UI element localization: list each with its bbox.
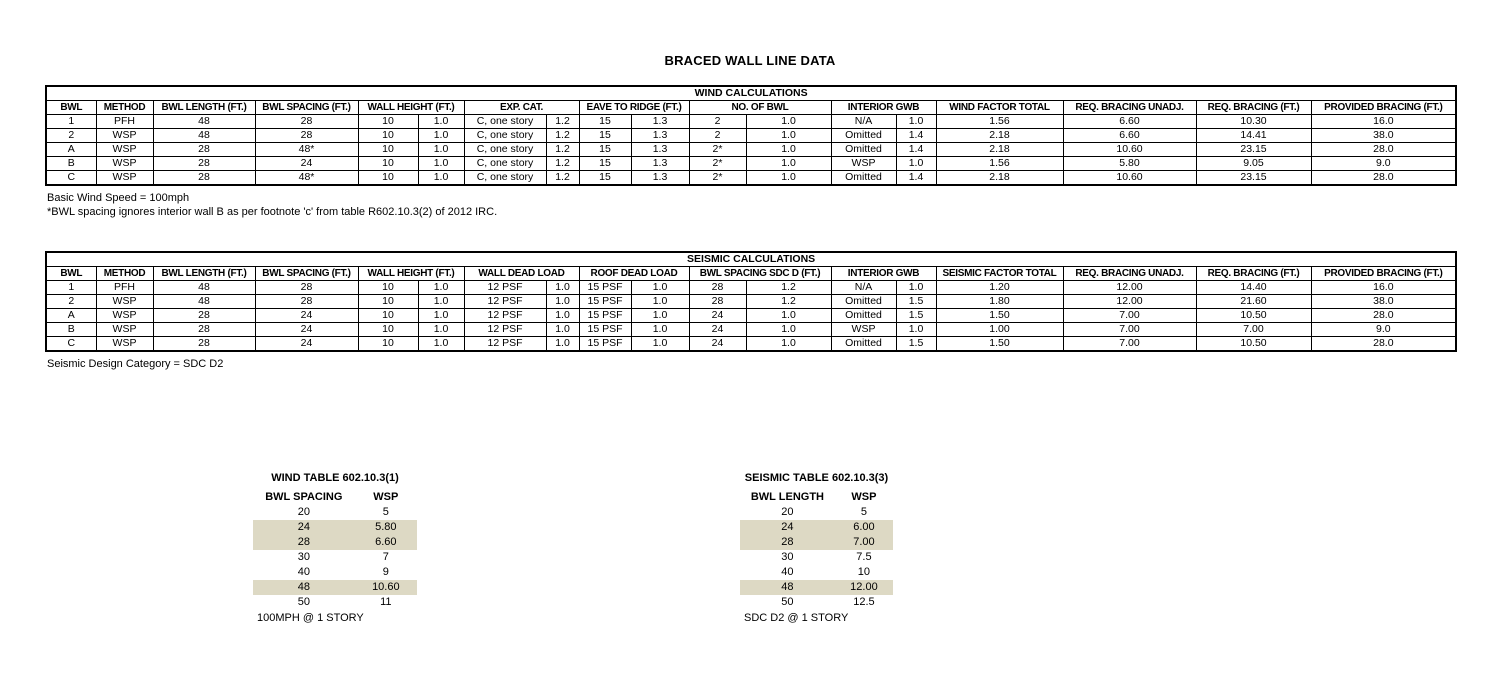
wind-ref-data-row (253, 580, 417, 595)
wind-ref-data-row (253, 535, 417, 550)
wind-ref-cell: 30 (297, 551, 310, 563)
seismic-calc-cell: 1.5 (896, 295, 936, 309)
wind-calc-cell: 48 (153, 129, 255, 143)
seismic-ref-data-row (740, 535, 893, 550)
seismic-calc-cell: 1.0 (896, 281, 936, 295)
wind-calc-cell: 48* (255, 171, 358, 186)
seismic-calc-data-row (46, 323, 1456, 337)
wind-calc-cell: 10.30 (1196, 115, 1311, 129)
seismic-ref-body (740, 505, 893, 610)
wind-ref-cell: 24 (297, 521, 310, 533)
seismic-calc-cell: WSP (96, 337, 153, 352)
seismic-calc-cell: 48 (153, 281, 255, 295)
seismic-calc-cell: 28 (255, 295, 358, 309)
seismic-ref-cell: 50 (781, 596, 794, 608)
seismic-calc-cell: 10.50 (1196, 309, 1311, 323)
wind-calc-cell: Omitted (831, 143, 896, 157)
wind-calc-cell: 2 (46, 129, 96, 143)
seismic-calc-column-header: ROOF DEAD LOAD (579, 267, 689, 281)
seismic-calc-cell: 1.0 (746, 309, 831, 323)
seismic-calc-cell: 15 PSF (579, 323, 631, 337)
seismic-calc-column-header: REQ. BRACING (FT.) (1196, 267, 1311, 281)
seismic-calc-column-header: INTERIOR GWB (831, 267, 936, 281)
seismic-ref-header-wsp: WSP (851, 491, 877, 503)
seismic-calc-cell: B (46, 323, 96, 337)
wind-calc-cell: 1.4 (896, 129, 936, 143)
wind-calc-data-row (46, 171, 1456, 186)
wind-calc-cell: 28 (255, 115, 358, 129)
wind-calc-cell: 10 (358, 143, 418, 157)
wind-calc-cell: 1.2 (546, 143, 579, 157)
wind-calc-cell: 2* (689, 143, 746, 157)
seismic-calc-cell: 12 PSF (464, 295, 546, 309)
wind-calc-column-header: PROVIDED BRACING (FT.) (1311, 101, 1456, 115)
wind-calc-column-header: WIND FACTOR TOTAL (936, 101, 1063, 115)
wind-calc-cell: 6.60 (1063, 115, 1196, 129)
wind-calc-column-header: REQ. BRACING (FT.) (1196, 101, 1311, 115)
wind-calc-column-header: BWL (46, 101, 96, 115)
seismic-calc-cell: 38.0 (1311, 295, 1456, 309)
seismic-calc-column-header: BWL SPACING SDC D (FT.) (689, 267, 831, 281)
wind-calc-cell: 28 (153, 157, 255, 171)
wind-calc-cell: 9.0 (1311, 157, 1456, 171)
wind-calc-cell: 48* (255, 143, 358, 157)
seismic-calc-cell: A (46, 309, 96, 323)
wind-calc-cell: 1.56 (936, 115, 1063, 129)
seismic-calc-cell: 1.0 (631, 295, 689, 309)
seismic-calc-data-row (46, 295, 1456, 309)
wind-calc-cell: 15 (579, 143, 631, 157)
seismic-calc-cell: 10.50 (1196, 337, 1311, 352)
wind-calc-cell: 1.0 (418, 171, 464, 186)
wind-calc-cell: 1.0 (896, 157, 936, 171)
seismic-calc-cell: 1.0 (896, 323, 936, 337)
seismic-calc-cell: 28.0 (1311, 309, 1456, 323)
wind-ref-data-row (253, 565, 417, 580)
seismic-calc-column-header: REQ. BRACING UNADJ. (1063, 267, 1196, 281)
wind-calc-cell: 2.18 (936, 143, 1063, 157)
wind-calc-cell: 10.60 (1063, 143, 1196, 157)
seismic-ref-cell: 10 (857, 566, 871, 578)
seismic-calc-cell: 1.0 (631, 323, 689, 337)
wind-calc-cell: 1.0 (896, 115, 936, 129)
wind-calc-cell: 1.2 (546, 171, 579, 186)
seismic-calc-cell: 12 PSF (464, 309, 546, 323)
seismic-ref-cell: 7.5 (856, 551, 872, 563)
seismic-calc-cell: 1.0 (631, 337, 689, 352)
wind-calc-cell: 48 (153, 115, 255, 129)
seismic-calc-cell: Omitted (831, 309, 896, 323)
wind-calc-cell: 1.56 (936, 157, 1063, 171)
wind-calc-cell: 1.0 (746, 171, 831, 186)
seismic-calc-cell: 14.40 (1196, 281, 1311, 295)
seismic-ref-title: SEISMIC TABLE 602.10.3(3) (744, 472, 889, 484)
seismic-calc-cell: 2 (46, 295, 96, 309)
seismic-calc-cell: 1 (46, 281, 96, 295)
seismic-calc-cell: 1.5 (896, 309, 936, 323)
wind-ref-cell: 40 (297, 566, 310, 578)
wind-calc-column-header: EAVE TO RIDGE (FT.) (579, 101, 689, 115)
seismic-calc-cell: 24 (255, 309, 358, 323)
wind-calc-column-header: BWL SPACING (FT.) (255, 101, 358, 115)
seismic-calc-cell: 24 (689, 337, 746, 352)
seismic-calc-cell: 1.0 (418, 309, 464, 323)
seismic-calc-column-header: WALL DEAD LOAD (464, 267, 579, 281)
seismic-calc-cell: 1.50 (936, 337, 1063, 352)
seismic-calc-cell: 1.5 (896, 337, 936, 352)
wind-calc-cell: 23.15 (1196, 171, 1311, 186)
wind-calc-cell: 10 (358, 171, 418, 186)
seismic-calc-column-header: PROVIDED BRACING (FT.) (1311, 267, 1456, 281)
wind-calc-cell: 9.05 (1196, 157, 1311, 171)
wind-calc-cell: WSP (96, 171, 153, 186)
seismic-calc-cell: 15 PSF (579, 281, 631, 295)
wind-calc-cell: 1.3 (631, 129, 689, 143)
seismic-calc-table-title: SEISMIC CALCULATIONS (46, 252, 1456, 267)
seismic-calc-cell: 12 PSF (464, 281, 546, 295)
seismic-calc-cell: 24 (689, 309, 746, 323)
wind-calc-column-header: REQ. BRACING UNADJ. (1063, 101, 1196, 115)
wind-calc-cell: C (46, 171, 96, 186)
wind-calc-cell: B (46, 157, 96, 171)
wind-calc-cell: 10 (358, 115, 418, 129)
wind-ref-footer: 100MPH @ 1 STORY (257, 612, 364, 624)
wind-calc-cell: 1.0 (418, 143, 464, 157)
wind-calc-cell: WSP (96, 129, 153, 143)
seismic-calc-cell: 16.0 (1311, 281, 1456, 295)
seismic-ref-data-row (740, 595, 893, 610)
seismic-calc-column-header: WALL HEIGHT (FT.) (358, 267, 464, 281)
wind-calc-cell: 15 (579, 115, 631, 129)
seismic-calc-cell: 12.00 (1063, 295, 1196, 309)
wind-calc-cell: 2* (689, 157, 746, 171)
seismic-calc-cell: 1.00 (936, 323, 1063, 337)
wind-calc-cell: 1.0 (746, 143, 831, 157)
wind-calculations-table (45, 85, 1457, 186)
wind-calc-cell: 5.80 (1063, 157, 1196, 171)
seismic-calc-cell: 1.0 (746, 337, 831, 352)
seismic-calc-cell: 12 PSF (464, 337, 546, 352)
seismic-calc-cell: Omitted (831, 337, 896, 352)
wind-calc-cell: WSP (96, 157, 153, 171)
seismic-calc-cell: 28 (255, 281, 358, 295)
wind-ref-cell: 11 (380, 596, 392, 608)
wind-note-basic-speed: Basic Wind Speed = 100mph (47, 192, 190, 204)
seismic-ref-cell: 12.00 (850, 581, 878, 593)
wind-calc-cell: 10 (358, 157, 418, 171)
wind-calc-table-title: WIND CALCULATIONS (46, 86, 1456, 101)
wind-ref-data-row (253, 550, 417, 565)
seismic-calc-cell: 10 (358, 337, 418, 352)
seismic-calc-cell: WSP (831, 323, 896, 337)
seismic-calc-cell: 10 (358, 309, 418, 323)
seismic-calc-column-header: BWL SPACING (FT.) (255, 267, 358, 281)
seismic-calc-cell: 1.0 (546, 309, 579, 323)
wind-calc-cell: WSP (96, 143, 153, 157)
wind-calc-cell: 2 (689, 115, 746, 129)
seismic-calc-cell: 24 (255, 323, 358, 337)
seismic-calc-cell: 1.0 (546, 281, 579, 295)
seismic-calc-cell: 1.80 (936, 295, 1063, 309)
seismic-ref-cell: 5 (860, 506, 867, 518)
seismic-ref-cell: 48 (781, 581, 794, 593)
wind-note-footnote: *BWL spacing ignores interior wall B as per footnote 'c' from table R602.10.3(2) of 2012 IRC. (47, 206, 498, 218)
seismic-calc-cell: 28 (153, 337, 255, 352)
seismic-calc-cell: 28 (153, 323, 255, 337)
wind-ref-header-wsp: WSP (373, 491, 399, 503)
seismic-calc-cell: 1.0 (746, 323, 831, 337)
seismic-calc-cell: 1.50 (936, 309, 1063, 323)
seismic-ref-data-row (740, 580, 893, 595)
seismic-calc-cell: 7.00 (1063, 323, 1196, 337)
wind-ref-cell: 28 (297, 536, 310, 548)
wind-calc-data-row (46, 157, 1456, 171)
seismic-ref-cell: 24 (781, 521, 794, 533)
seismic-ref-data-row (740, 505, 893, 520)
wind-ref-cell: 5.80 (375, 521, 397, 533)
seismic-calc-cell: 28.0 (1311, 337, 1456, 352)
wind-calc-cell: 38.0 (1311, 129, 1456, 143)
wind-calc-column-header: NO. OF BWL (689, 101, 831, 115)
wind-calc-cell: A (46, 143, 96, 157)
wind-ref-cell: 20 (297, 506, 310, 518)
wind-calc-cell: 1 (46, 115, 96, 129)
wind-reference-table (253, 471, 417, 626)
seismic-calc-cell: 15 PSF (579, 337, 631, 352)
seismic-calc-cell: 28 (153, 309, 255, 323)
wind-calc-data-row (46, 129, 1456, 143)
seismic-calc-cell: 7.00 (1063, 309, 1196, 323)
wind-calc-cell: 15 (579, 171, 631, 186)
wind-ref-body (253, 505, 417, 610)
seismic-calc-cell: N/A (831, 281, 896, 295)
wind-calc-column-header: EXP. CAT. (464, 101, 579, 115)
wind-calc-cell: C, one story (464, 143, 546, 157)
wind-calc-cell: 2.18 (936, 171, 1063, 186)
wind-ref-cell: 7 (382, 551, 389, 563)
wind-calc-cell: 2* (689, 171, 746, 186)
seismic-calc-cell: WSP (96, 309, 153, 323)
wind-ref-cell: 6.60 (375, 536, 397, 548)
wind-calc-cell: 1.2 (546, 115, 579, 129)
seismic-calc-cell: 12 PSF (464, 323, 546, 337)
wind-ref-title: WIND TABLE 602.10.3(1) (271, 472, 399, 484)
seismic-calc-cell: 1.0 (418, 295, 464, 309)
seismic-ref-cell: 28 (781, 536, 794, 548)
wind-calc-cell: 28 (153, 143, 255, 157)
wind-calc-cell: 1.0 (746, 115, 831, 129)
wind-calc-cell: 1.2 (546, 129, 579, 143)
seismic-calc-data-row (46, 309, 1456, 323)
wind-calc-column-header: INTERIOR GWB (831, 101, 936, 115)
wind-calc-cell: 10 (358, 129, 418, 143)
wind-calc-cell: 1.3 (631, 115, 689, 129)
wind-calc-cell: 24 (255, 157, 358, 171)
wind-calc-cell: 1.0 (418, 157, 464, 171)
wind-ref-cell: 48 (297, 581, 310, 593)
wind-calc-cell: 28.0 (1311, 171, 1456, 186)
wind-calc-column-header: WALL HEIGHT (FT.) (358, 101, 464, 115)
wind-ref-header-row (253, 490, 417, 505)
seismic-calc-cell: 1.2 (746, 281, 831, 295)
seismic-ref-data-row (740, 550, 893, 565)
seismic-ref-header-bwl-length: BWL LENGTH (750, 491, 824, 503)
wind-calc-cell: 14.41 (1196, 129, 1311, 143)
seismic-ref-cell: 20 (781, 506, 794, 518)
seismic-ref-data-row (740, 520, 893, 535)
wind-calc-cell: 28 (153, 171, 255, 186)
wind-calc-column-header: BWL LENGTH (FT.) (153, 101, 255, 115)
wind-ref-data-row (253, 505, 417, 520)
wind-calc-cell: 2 (689, 129, 746, 143)
seismic-calc-cell: 1.0 (418, 281, 464, 295)
wind-calc-data-row (46, 115, 1456, 129)
seismic-calc-cell: 7.00 (1196, 323, 1311, 337)
wind-calc-column-header: METHOD (96, 101, 153, 115)
seismic-calc-column-header: BWL (46, 267, 96, 281)
seismic-calc-cell: 9.0 (1311, 323, 1456, 337)
wind-calc-cell: WSP (831, 157, 896, 171)
seismic-calc-cell: 1.0 (546, 337, 579, 352)
seismic-calc-cell: 21.60 (1196, 295, 1311, 309)
wind-calc-cell: PFH (96, 115, 153, 129)
seismic-calc-cell: 1.2 (746, 295, 831, 309)
wind-ref-data-row (253, 520, 417, 535)
wind-calc-cell: C, one story (464, 115, 546, 129)
seismic-calc-cell: 1.0 (546, 323, 579, 337)
page-title: BRACED WALL LINE DATA (664, 53, 836, 68)
wind-calc-cell: 28.0 (1311, 143, 1456, 157)
seismic-calc-cell: 28 (689, 281, 746, 295)
wind-ref-cell: 50 (297, 596, 310, 608)
wind-calc-cell: 1.3 (631, 171, 689, 186)
wind-ref-cell: 10.60 (372, 581, 400, 593)
seismic-calc-column-header: BWL LENGTH (FT.) (153, 267, 255, 281)
seismic-calc-cell: 7.00 (1063, 337, 1196, 352)
seismic-calc-cell: 24 (689, 323, 746, 337)
seismic-calc-data-row (46, 281, 1456, 295)
seismic-calc-cell: 1.0 (546, 295, 579, 309)
wind-calc-cell: 15 (579, 129, 631, 143)
seismic-calc-column-header: SEISMIC FACTOR TOTAL (936, 267, 1063, 281)
seismic-calc-cell: 1.0 (631, 281, 689, 295)
seismic-calc-column-header: METHOD (96, 267, 153, 281)
seismic-ref-cell: 6.00 (853, 521, 875, 533)
seismic-calc-cell: 12.00 (1063, 281, 1196, 295)
seismic-calc-cell: WSP (96, 295, 153, 309)
seismic-calc-cell: 15 PSF (579, 309, 631, 323)
seismic-calc-data-row (46, 337, 1456, 352)
wind-calc-cell: C, one story (464, 157, 546, 171)
wind-calc-cell: C, one story (464, 129, 546, 143)
wind-calc-cell: Omitted (831, 129, 896, 143)
seismic-calc-cell: 1.0 (418, 337, 464, 352)
seismic-calc-cell: Omitted (831, 295, 896, 309)
seismic-calc-cell: 10 (358, 281, 418, 295)
seismic-ref-cell: 7.00 (853, 536, 875, 548)
wind-calc-cell: 1.0 (418, 129, 464, 143)
seismic-ref-data-row (740, 565, 893, 580)
wind-calc-cell: 6.60 (1063, 129, 1196, 143)
wind-calc-cell: 10.60 (1063, 171, 1196, 186)
seismic-calc-cell: 15 PSF (579, 295, 631, 309)
seismic-calc-cell: WSP (96, 323, 153, 337)
wind-calc-cell: Omitted (831, 171, 896, 186)
wind-ref-data-row (253, 595, 417, 610)
seismic-calc-cell: C (46, 337, 96, 352)
wind-calc-cell: 15 (579, 157, 631, 171)
seismic-ref-footer: SDC D2 @ 1 STORY (744, 612, 849, 624)
wind-calc-cell: 1.4 (896, 171, 936, 186)
seismic-calc-cell: 10 (358, 323, 418, 337)
seismic-ref-cell: 30 (781, 551, 794, 563)
wind-calc-cell: 1.4 (896, 143, 936, 157)
seismic-calc-cell: 48 (153, 295, 255, 309)
wind-calc-cell: 1.0 (746, 129, 831, 143)
seismic-note-design-category: Seismic Design Category = SDC D2 (47, 358, 224, 370)
wind-calc-cell: 16.0 (1311, 115, 1456, 129)
wind-calc-cell: 23.15 (1196, 143, 1311, 157)
seismic-calc-cell: 28 (689, 295, 746, 309)
wind-ref-cell: 9 (382, 566, 389, 578)
wind-calc-cell: 1.3 (631, 157, 689, 171)
wind-calc-cell: 1.2 (546, 157, 579, 171)
seismic-ref-cell: 40 (781, 566, 794, 578)
seismic-calc-cell: 1.20 (936, 281, 1063, 295)
seismic-calc-cell: 1.0 (631, 309, 689, 323)
seismic-calculations-table (45, 251, 1457, 352)
wind-calc-data-row (46, 143, 1456, 157)
wind-calc-cell: C, one story (464, 171, 546, 186)
seismic-calc-cell: 24 (255, 337, 358, 352)
seismic-reference-table (740, 471, 893, 626)
wind-calc-cell: 1.0 (418, 115, 464, 129)
seismic-ref-header-row (740, 490, 893, 505)
wind-calc-cell: N/A (831, 115, 896, 129)
wind-calc-cell: 1.0 (746, 157, 831, 171)
seismic-calc-cell: 10 (358, 295, 418, 309)
seismic-ref-cell: 12.5 (853, 596, 875, 608)
wind-ref-header-bwl-spacing: BWL SPACING (265, 491, 343, 503)
wind-calc-cell: 1.3 (631, 143, 689, 157)
wind-calc-cell: 28 (255, 129, 358, 143)
seismic-calc-cell: PFH (96, 281, 153, 295)
seismic-calc-cell: 1.0 (418, 323, 464, 337)
wind-ref-cell: 5 (382, 506, 389, 518)
wind-calc-cell: 2.18 (936, 129, 1063, 143)
